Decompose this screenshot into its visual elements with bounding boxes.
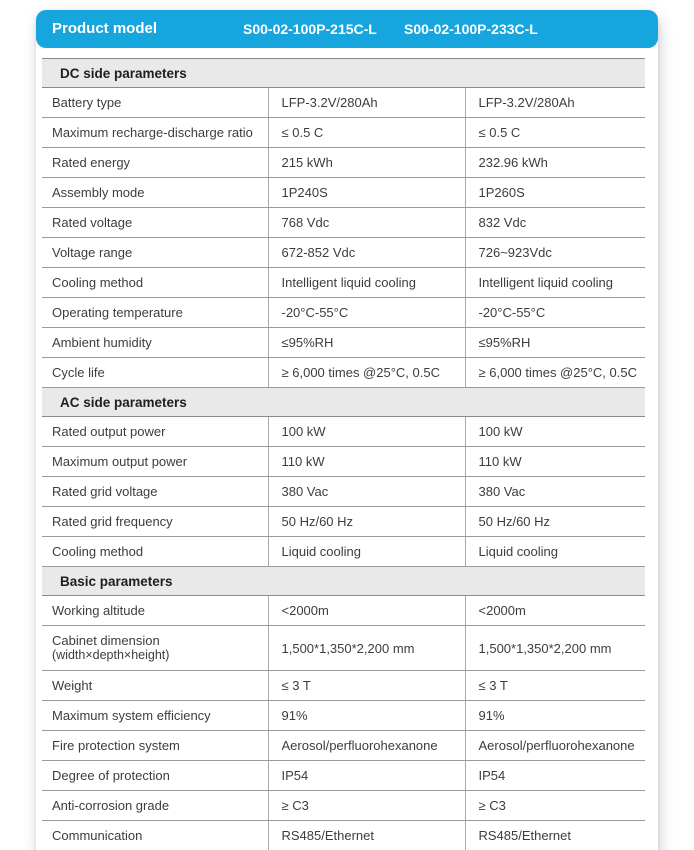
value-model-a: ≤95%RH (268, 328, 465, 358)
spec-row (42, 447, 645, 477)
param-label (42, 477, 268, 507)
value-model-a: Aerosol/perfluorohexanone (268, 731, 465, 761)
param-label (42, 118, 268, 148)
param-label (42, 507, 268, 537)
spec-row (42, 537, 645, 567)
spec-row (42, 596, 645, 626)
value-model-b: 832 Vdc (465, 208, 645, 238)
param-label-text: Anti-corrosion grade (52, 798, 170, 813)
param-label-text: Voltage range (52, 245, 133, 260)
value-model-b: LFP-3.2V/280Ah (465, 88, 645, 118)
value-model-b: Intelligent liquid cooling (465, 268, 645, 298)
value-model-a: 50 Hz/60 Hz (268, 507, 465, 537)
param-label-text: Operating temperature (52, 305, 183, 320)
param-label (42, 731, 268, 761)
value-model-a: <2000m (268, 596, 465, 626)
param-label-text: Cabinet dimension (52, 633, 160, 648)
spec-row (42, 507, 645, 537)
param-label-text: Cooling method (52, 275, 144, 290)
param-label (42, 537, 268, 567)
param-label (42, 671, 268, 701)
value-model-b: 100 kW (465, 417, 645, 447)
param-label (42, 208, 268, 238)
param-label-text: Degree of protection (52, 768, 170, 783)
param-label-text: Rated output power (52, 424, 166, 439)
param-label (42, 417, 268, 447)
value-model-a: 100 kW (268, 417, 465, 447)
param-label-text: Fire protection system (52, 738, 180, 753)
param-label-text: Rated voltage (52, 215, 133, 230)
model-b-label: S00-02-100P-233C-L (404, 21, 538, 37)
spec-row (42, 358, 645, 388)
param-label-text: Rated energy (52, 155, 131, 170)
param-label-text: Maximum recharge-discharge ratio (52, 125, 253, 140)
value-model-a: RS485/Ethernet (268, 821, 465, 850)
value-model-a: -20°C-55°C (268, 298, 465, 328)
value-model-a: LFP-3.2V/280Ah (268, 88, 465, 118)
spec-row (42, 118, 645, 148)
value-model-b: 1,500*1,350*2,200 mm (465, 626, 645, 671)
param-label (42, 298, 268, 328)
model-a-label: S00-02-100P-215C-L (243, 21, 377, 37)
spec-row (42, 88, 645, 118)
param-label-text: Communication (52, 828, 143, 843)
param-label (42, 701, 268, 731)
section-title: DC side parameters (42, 59, 645, 88)
value-model-a: Intelligent liquid cooling (268, 268, 465, 298)
param-label (42, 268, 268, 298)
value-model-a: ≥ 6,000 times @25°C, 0.5C (268, 358, 465, 388)
value-model-b: 232.96 kWh (465, 148, 645, 178)
value-model-b: IP54 (465, 761, 645, 791)
spec-row (42, 417, 645, 447)
section-header (42, 59, 645, 88)
param-label-text: Working altitude (52, 603, 145, 618)
value-model-b: 110 kW (465, 447, 645, 477)
value-model-b: Liquid cooling (465, 537, 645, 567)
section-header (42, 388, 645, 417)
param-label-text: Ambient humidity (52, 335, 152, 350)
param-label (42, 358, 268, 388)
value-model-b: 91% (465, 701, 645, 731)
spec-row (42, 791, 645, 821)
value-model-b: 50 Hz/60 Hz (465, 507, 645, 537)
param-label (42, 88, 268, 118)
spec-row (42, 626, 645, 671)
spec-card (36, 10, 658, 850)
spec-row (42, 671, 645, 701)
spec-row (42, 268, 645, 298)
spec-row (42, 238, 645, 268)
param-label-subtext: (width×depth×height) (52, 648, 170, 662)
value-model-b: <2000m (465, 596, 645, 626)
param-label (42, 791, 268, 821)
value-model-a: Liquid cooling (268, 537, 465, 567)
value-model-a: 1,500*1,350*2,200 mm (268, 626, 465, 671)
spec-row (42, 148, 645, 178)
param-label (42, 821, 268, 850)
section-header (42, 567, 645, 596)
value-model-a: ≥ C3 (268, 791, 465, 821)
param-label (42, 447, 268, 477)
spec-row (42, 298, 645, 328)
value-model-b: 380 Vac (465, 477, 645, 507)
param-label-text: Battery type (52, 95, 122, 110)
param-label (42, 328, 268, 358)
spec-row (42, 761, 645, 791)
value-model-b: Aerosol/perfluorohexanone (465, 731, 645, 761)
section-title: AC side parameters (42, 388, 645, 417)
param-label-text: Rated grid frequency (52, 514, 173, 529)
value-model-a: ≤ 3 T (268, 671, 465, 701)
product-model-label: Product model (52, 20, 158, 37)
spec-row (42, 701, 645, 731)
value-model-a: ≤ 0.5 C (268, 118, 465, 148)
param-label-text: Maximum system efficiency (52, 708, 211, 723)
value-model-a: 110 kW (268, 447, 465, 477)
param-label (42, 148, 268, 178)
product-model-header-bar (36, 10, 658, 48)
value-model-a: 768 Vdc (268, 208, 465, 238)
param-label (42, 238, 268, 268)
param-label-text: Weight (52, 678, 93, 693)
spec-table (42, 58, 645, 850)
value-model-b: ≤ 0.5 C (465, 118, 645, 148)
spec-row (42, 821, 645, 850)
value-model-b: 726~923Vdc (465, 238, 645, 268)
value-model-a: 380 Vac (268, 477, 465, 507)
value-model-b: 1P260S (465, 178, 645, 208)
value-model-b: ≥ C3 (465, 791, 645, 821)
value-model-b: ≤95%RH (465, 328, 645, 358)
value-model-a: 91% (268, 701, 465, 731)
param-label-text: Cycle life (52, 365, 105, 380)
value-model-b: ≤ 3 T (465, 671, 645, 701)
value-model-a: 672-852 Vdc (268, 238, 465, 268)
param-label-text: Rated grid voltage (52, 484, 158, 499)
spec-row (42, 208, 645, 238)
param-label (42, 178, 268, 208)
param-label (42, 626, 268, 671)
param-label (42, 761, 268, 791)
spec-row (42, 731, 645, 761)
value-model-a: IP54 (268, 761, 465, 791)
section-title: Basic parameters (42, 567, 645, 596)
param-label-text: Maximum output power (52, 454, 188, 469)
param-label-text: Cooling method (52, 544, 144, 559)
value-model-b: ≥ 6,000 times @25°C, 0.5C (465, 358, 645, 388)
param-label-text: Assembly mode (52, 185, 145, 200)
value-model-a: 215 kWh (268, 148, 465, 178)
spec-row (42, 178, 645, 208)
value-model-a: 1P240S (268, 178, 465, 208)
param-label (42, 596, 268, 626)
spec-row (42, 477, 645, 507)
spec-row (42, 328, 645, 358)
value-model-b: -20°C-55°C (465, 298, 645, 328)
value-model-b: RS485/Ethernet (465, 821, 645, 850)
